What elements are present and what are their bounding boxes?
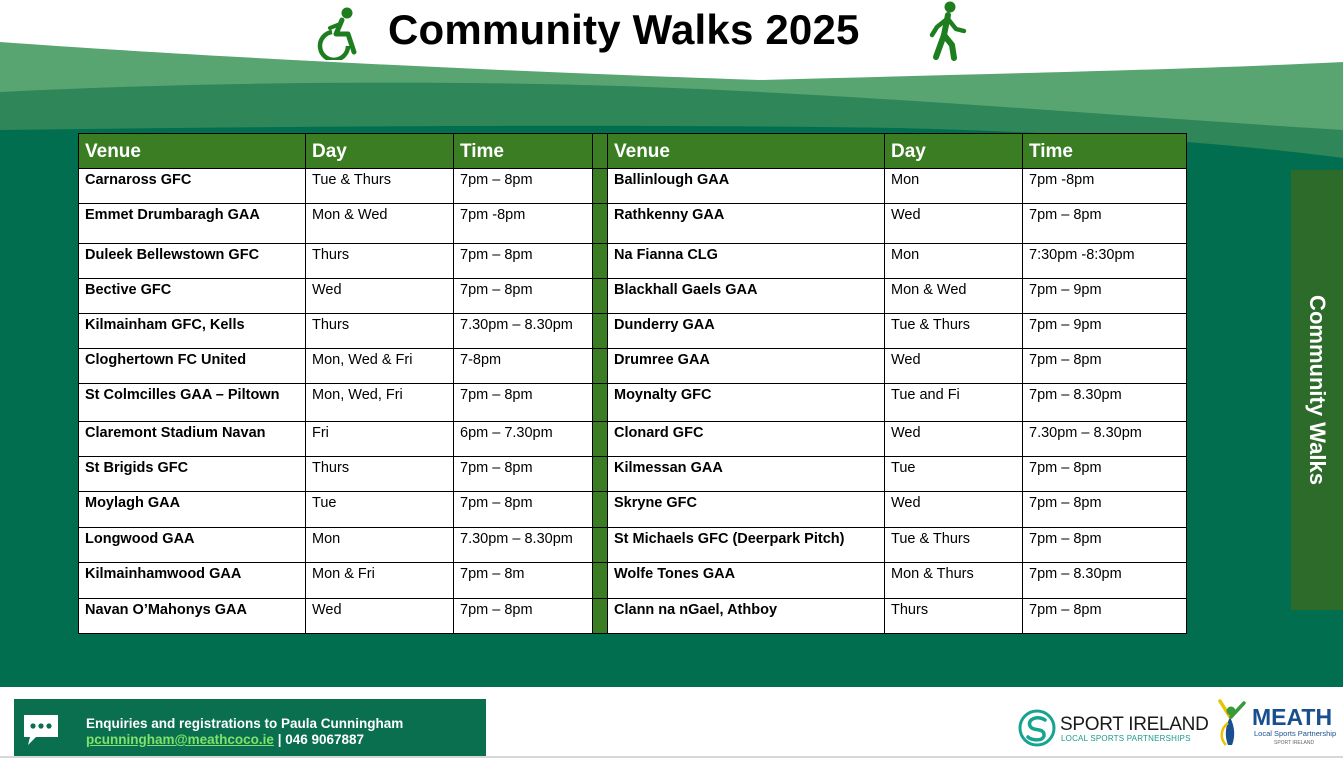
time-cell: 7pm – 8pm [454,599,593,634]
wheelchair-icon [314,4,362,60]
time-cell: 7:30pm -8:30pm [1023,244,1187,279]
chat-icon [22,713,60,749]
venue-cell: St Colmcilles GAA – Piltown [79,384,306,422]
day-cell: Mon, Wed & Fri [306,349,454,384]
venue-cell: Wolfe Tones GAA [608,563,885,599]
day-cell: Tue [306,492,454,528]
column-header-day: Day [885,134,1023,169]
time-cell: 7.30pm – 8.30pm [454,314,593,349]
column-divider [593,169,608,204]
day-cell: Mon & Thurs [885,563,1023,599]
day-cell: Wed [306,599,454,634]
header [0,0,1343,62]
venue-cell: Skryne GFC [608,492,885,528]
venue-cell: Na Fianna CLG [608,244,885,279]
venue-cell: Claremont Stadium Navan [79,422,306,457]
venue-cell: Clann na nGael, Athboy [608,599,885,634]
table-header-row [79,134,1187,169]
venue-cell: Kilmainham GFC, Kells [79,314,306,349]
column-divider [593,599,608,634]
time-cell: 7pm – 8pm [454,457,593,492]
page-title: Community Walks 2025 [388,6,860,53]
table-row [79,492,1187,528]
venue-cell: Rathkenny GAA [608,204,885,244]
venue-cell: Cloghertown FC United [79,349,306,384]
time-cell: 7pm – 8pm [1023,204,1187,244]
time-cell: 7pm – 8pm [454,244,593,279]
time-cell: 7pm – 9pm [1023,314,1187,349]
day-cell: Mon [885,244,1023,279]
venue-cell: Carnaross GFC [79,169,306,204]
column-divider [593,528,608,563]
table-row [79,457,1187,492]
venue-cell: Moylagh GAA [79,492,306,528]
day-cell: Wed [885,492,1023,528]
column-divider [593,492,608,528]
time-cell: 7pm – 8m [454,563,593,599]
day-cell: Thurs [306,457,454,492]
venue-cell: Drumree GAA [608,349,885,384]
enquiry-text: Enquiries and registrations to Paula Cunningham [86,716,404,731]
meath-subtitle-secondary: SPORT IRELAND [1274,740,1315,746]
day-cell: Thurs [306,244,454,279]
day-cell: Tue & Thurs [885,528,1023,563]
day-cell: Thurs [306,314,454,349]
time-cell: 7.30pm – 8.30pm [1023,422,1187,457]
day-cell: Wed [885,422,1023,457]
day-cell: Tue & Thurs [885,314,1023,349]
column-header-time: Time [454,134,593,169]
time-cell: 7pm – 8pm [454,492,593,528]
time-cell: 6pm – 7.30pm [454,422,593,457]
table-row [79,528,1187,563]
day-cell: Mon, Wed, Fri [306,384,454,422]
table-row [79,279,1187,314]
day-cell: Thurs [885,599,1023,634]
day-cell: Wed [306,279,454,314]
venue-cell: Ballinlough GAA [608,169,885,204]
column-divider [593,384,608,422]
column-divider [593,314,608,349]
venue-cell: Emmet Drumbaragh GAA [79,204,306,244]
table-row [79,384,1187,422]
side-label: Community Walks [1305,295,1330,485]
time-cell: 7pm -8pm [454,204,593,244]
venue-cell: St Michaels GFC (Deerpark Pitch) [608,528,885,563]
day-cell: Wed [885,204,1023,244]
venue-cell: Navan O’Mahonys GAA [79,599,306,634]
sport-ireland-subtitle: LOCAL SPORTS PARTNERSHIPS [1061,734,1191,743]
venue-cell: Kilmessan GAA [608,457,885,492]
venue-cell: Longwood GAA [79,528,306,563]
table-row [79,349,1187,384]
day-cell: Tue [885,457,1023,492]
column-header-day: Day [306,134,454,169]
table-row [79,204,1187,244]
day-cell: Mon [306,528,454,563]
column-divider [593,349,608,384]
column-divider [593,204,608,244]
meath-subtitle: Local Sports Partnership [1254,729,1337,738]
column-divider [593,457,608,492]
venue-cell: Moynalty GFC [608,384,885,422]
table-row [79,244,1187,279]
day-cell: Mon & Wed [885,279,1023,314]
table-row [79,314,1187,349]
time-cell: 7pm – 8pm [1023,492,1187,528]
day-cell: Fri [306,422,454,457]
time-cell: 7pm – 8pm [1023,528,1187,563]
time-cell: 7pm – 8pm [454,169,593,204]
phone-number: | 046 9067887 [273,732,365,747]
column-header-time: Time [1023,134,1187,169]
day-cell: Mon & Wed [306,204,454,244]
day-cell: Mon & Fri [306,563,454,599]
column-divider [593,279,608,314]
venue-cell: Blackhall Gaels GAA [608,279,885,314]
venue-cell: Dunderry GAA [608,314,885,349]
column-divider [593,244,608,279]
meath-name: MEATH [1252,704,1333,730]
time-cell: 7pm – 8pm [1023,457,1187,492]
time-cell: 7pm – 8pm [1023,349,1187,384]
venue-cell: Clonard GFC [608,422,885,457]
day-cell: Mon [885,169,1023,204]
meath-lsp-logo-icon [1214,695,1250,747]
column-divider [593,563,608,599]
column-header-venue: Venue [79,134,306,169]
venue-cell: Duleek Bellewstown GFC [79,244,306,279]
column-divider [593,134,608,169]
time-cell: 7-8pm [454,349,593,384]
time-cell: 7pm – 8pm [454,384,593,422]
walking-person-icon [926,1,970,61]
sport-ireland-name: SPORT IRELAND [1060,714,1209,735]
time-cell: 7pm – 9pm [1023,279,1187,314]
table-row [79,563,1187,599]
venue-cell: Kilmainhamwood GAA [79,563,306,599]
venue-cell: Bective GFC [79,279,306,314]
column-divider [593,422,608,457]
time-cell: 7pm – 8.30pm [1023,384,1187,422]
time-cell: 7pm -8pm [1023,169,1187,204]
day-cell: Wed [885,349,1023,384]
column-header-venue: Venue [608,134,885,169]
time-cell: 7pm – 8pm [454,279,593,314]
sport-ireland-logo-icon [1018,709,1056,747]
day-cell: Tue and Fi [885,384,1023,422]
contact-line [86,732,364,747]
table-row [79,169,1187,204]
time-cell: 7pm – 8pm [1023,599,1187,634]
table-row [79,599,1187,634]
table-row [79,422,1187,457]
venue-cell: St Brigids GFC [79,457,306,492]
email-link[interactable]: pcunningham@meathcoco.ie [86,732,274,747]
time-cell: 7.30pm – 8.30pm [454,528,593,563]
walks-table [78,133,1187,634]
day-cell: Tue & Thurs [306,169,454,204]
time-cell: 7pm – 8.30pm [1023,563,1187,599]
